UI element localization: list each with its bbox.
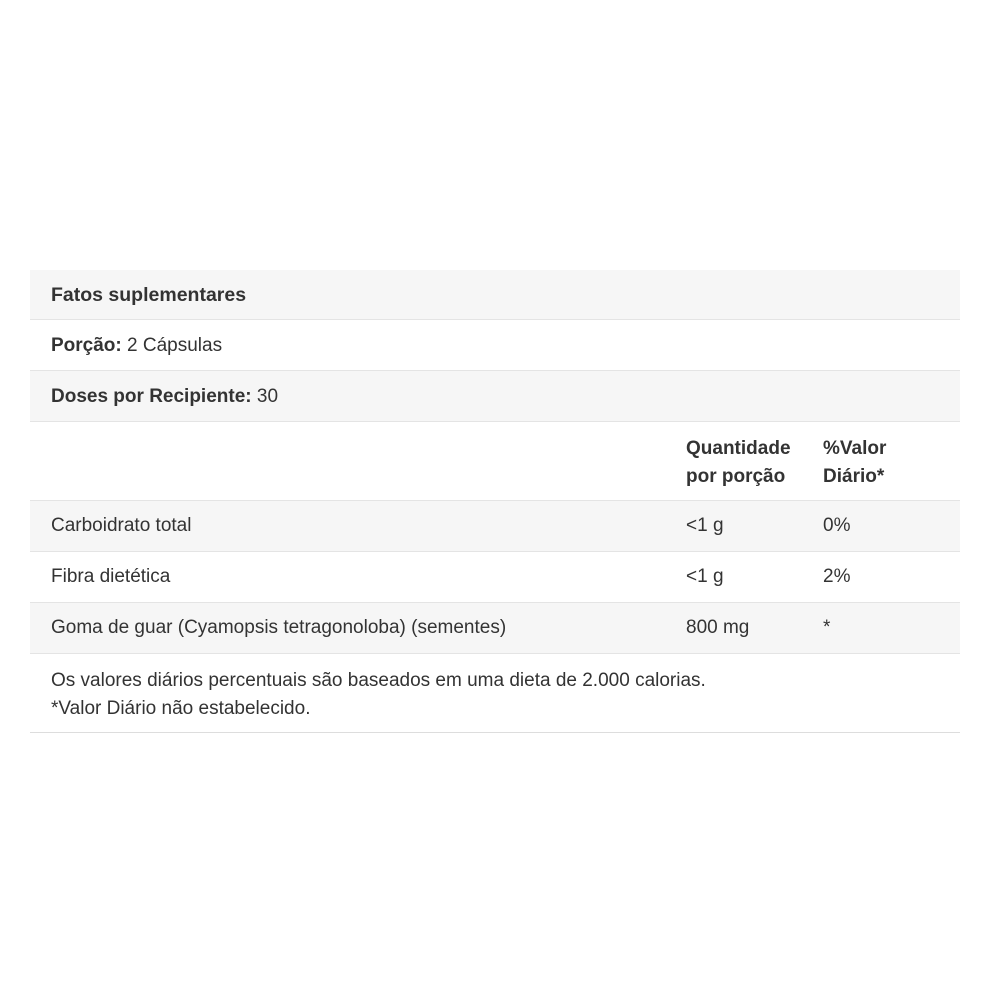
column-header-row (30, 422, 960, 501)
nutrient-amount: 800 mg (686, 617, 750, 638)
daily-value-header (823, 435, 933, 491)
nutrient-row (30, 552, 960, 603)
amount-per-serving-header (686, 435, 811, 491)
dv-header-line2: Diário* (823, 466, 885, 487)
footnote-row (30, 654, 960, 733)
nutrient-amount: <1 g (686, 566, 724, 587)
supplement-facts-table (30, 270, 960, 733)
daily-value-footnote: Os valores diários percentuais são baseados em uma dieta de 2.000 calorias. (51, 670, 706, 691)
not-established-footnote: *Valor Diário não estabelecido. (51, 698, 311, 719)
serving-size-value: 2 Cápsulas (127, 335, 223, 356)
serving-size-row (30, 320, 960, 371)
nutrient-name: Goma de guar (Cyamopsis tetragonoloba) (sementes) (51, 617, 507, 638)
nutrient-amount: <1 g (686, 515, 724, 536)
servings-per-container-label: Doses por Recipiente: (51, 386, 252, 407)
servings-per-container-value: 30 (256, 386, 279, 407)
amount-header-line2: por porção (686, 466, 786, 487)
nutrient-name: Fibra dietética (51, 566, 171, 587)
nutrient-row (30, 603, 960, 654)
dv-header-line1: %Valor (823, 438, 887, 459)
nutrient-daily-value: * (823, 617, 831, 638)
nutrient-row (30, 501, 960, 552)
servings-per-container-row (30, 371, 960, 422)
amount-header-line1: Quantidade (686, 438, 791, 459)
nutrient-daily-value: 2% (823, 566, 851, 587)
facts-title-row (30, 270, 960, 320)
serving-size-label: Porção: (51, 335, 122, 356)
facts-title: Fatos suplementares (51, 284, 247, 306)
nutrient-daily-value: 0% (823, 515, 851, 536)
nutrient-name: Carboidrato total (51, 515, 192, 536)
